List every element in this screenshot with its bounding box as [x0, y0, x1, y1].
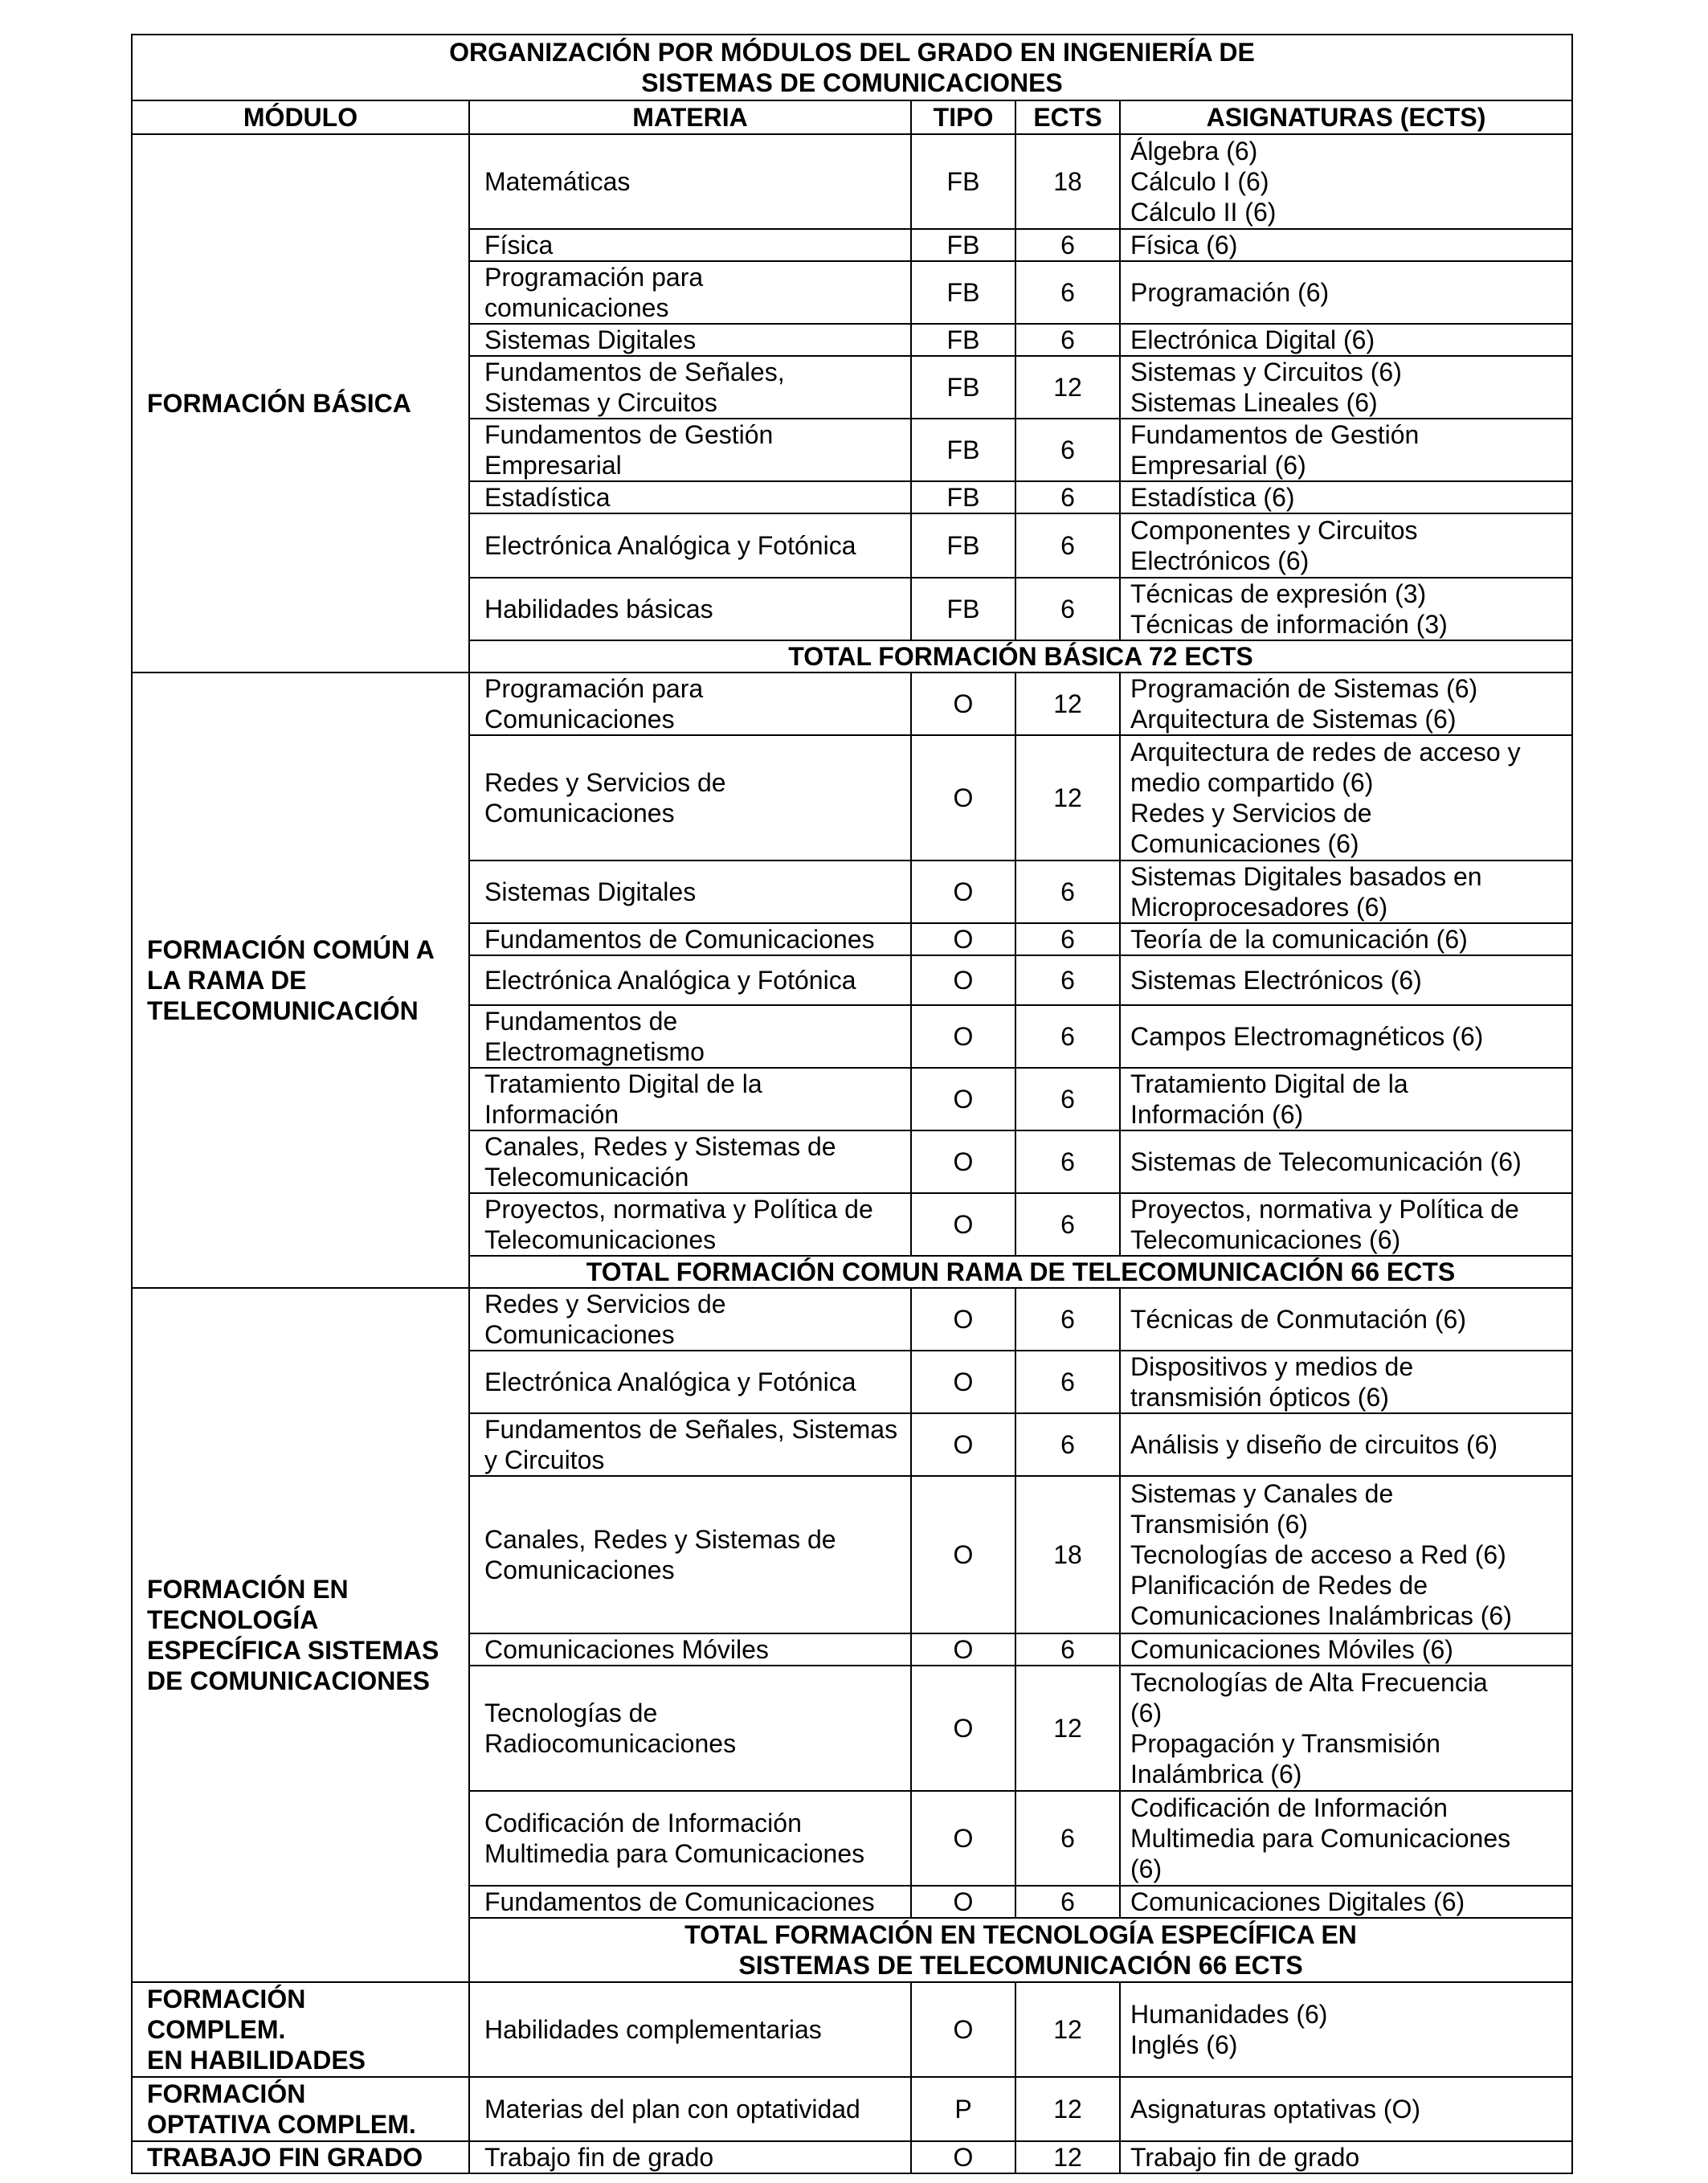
- materia-cell: [469, 134, 911, 229]
- tipo-cell: O: [911, 1130, 1015, 1193]
- tipo-cell: O: [911, 1193, 1015, 1256]
- materia-cell-line: Sistemas Digitales: [484, 325, 697, 354]
- materia-cell-line: Fundamentos de Comunicaciones: [484, 925, 875, 954]
- asignaturas-cell-line: Tratamiento Digital de la: [1130, 1069, 1408, 1098]
- table-row: [132, 1982, 1572, 2077]
- total-cell-line: TOTAL FORMACIÓN BÁSICA 72 ECTS: [788, 642, 1253, 671]
- asignaturas-cell-line: (6): [1130, 1854, 1163, 1883]
- module-name: [132, 1982, 469, 2077]
- ects-cell: 6: [1015, 1068, 1120, 1130]
- asignaturas-cell-line: Electrónica Digital (6): [1130, 325, 1375, 354]
- asignaturas-cell-line: Técnicas de expresión (3): [1130, 579, 1427, 608]
- asignaturas-cell-line: Telecomunicaciones (6): [1130, 1225, 1401, 1254]
- ects-cell: 18: [1015, 134, 1120, 229]
- asignaturas-cell-line: Sistemas y Circuitos (6): [1130, 358, 1402, 386]
- materia-cell: [469, 1005, 911, 1068]
- materia-cell: [469, 419, 911, 481]
- ects-cell: 6: [1015, 1633, 1120, 1666]
- materia-cell-line: Fundamentos de: [484, 1007, 678, 1036]
- asignaturas-cell-line: Empresarial (6): [1130, 451, 1306, 480]
- ects-cell: 6: [1015, 513, 1120, 578]
- asignaturas-cell: [1120, 1982, 1572, 2077]
- module-name-line: FORMACIÓN BÁSICA: [147, 389, 411, 418]
- materia-cell: [469, 513, 911, 578]
- module-name-line: FORMACIÓN: [147, 2079, 306, 2108]
- ects-cell: 12: [1015, 2077, 1120, 2141]
- materia-cell: [469, 1351, 911, 1413]
- materia-cell-line: Canales, Redes y Sistemas de: [484, 1132, 836, 1161]
- materia-cell-line: Habilidades complementarias: [484, 2015, 822, 2044]
- asignaturas-cell-line: Cálculo I (6): [1130, 167, 1269, 196]
- module-name-line: TELECOMUNICACIÓN: [147, 996, 419, 1025]
- ects-cell: 6: [1015, 481, 1120, 513]
- tipo-cell: O: [911, 1288, 1015, 1351]
- ects-cell: 12: [1015, 735, 1120, 861]
- total-cell-line: TOTAL FORMACIÓN EN TECNOLOGÍA ESPECÍFICA EN: [684, 1920, 1357, 1949]
- materia-cell-line: Fundamentos de Gestión: [484, 420, 774, 449]
- module-name-line: DE COMUNICACIONES: [147, 1666, 431, 1695]
- materia-cell-line: Sistemas Digitales: [484, 877, 697, 906]
- materia-cell: [469, 735, 911, 861]
- asignaturas-cell-line: Codificación de Información: [1130, 1793, 1448, 1822]
- table-body: [132, 134, 1572, 2173]
- module-name: [132, 134, 469, 672]
- asignaturas-cell: [1120, 1351, 1572, 1413]
- asignaturas-cell: [1120, 672, 1572, 735]
- asignaturas-cell-line: Álgebra (6): [1130, 137, 1258, 166]
- materia-cell-line: y Circuitos: [484, 1445, 605, 1474]
- asignaturas-cell: [1120, 1288, 1572, 1351]
- asignaturas-cell-line: Propagación y Transmisión: [1130, 1729, 1440, 1758]
- materia-cell-line: comunicaciones: [484, 293, 669, 322]
- materia-cell-line: Programación para: [484, 263, 704, 292]
- materia-cell-line: Fundamentos de Señales, Sistemas: [484, 1415, 898, 1444]
- asignaturas-cell: [1120, 1476, 1572, 1633]
- tipo-cell: FB: [911, 578, 1015, 640]
- materia-cell-line: Fundamentos de Señales,: [484, 358, 785, 386]
- asignaturas-cell: [1120, 513, 1572, 578]
- materia-cell-line: Tratamiento Digital de la: [484, 1069, 762, 1098]
- header-ects: ECTS: [1015, 100, 1120, 134]
- materia-cell-line: Codificación de Información: [484, 1809, 802, 1838]
- materia-cell: [469, 2077, 911, 2141]
- asignaturas-cell-line: Sistemas y Canales de: [1130, 1479, 1394, 1508]
- module-name-line: TECNOLOGÍA: [147, 1605, 319, 1634]
- tipo-cell: O: [911, 1666, 1015, 1791]
- asignaturas-cell-line: Humanidades (6): [1130, 2000, 1328, 2029]
- asignaturas-cell-line: Comunicaciones (6): [1130, 829, 1359, 858]
- materia-cell: [469, 481, 911, 513]
- tipo-cell: FB: [911, 134, 1015, 229]
- asignaturas-cell-line: Dispositivos y medios de: [1130, 1352, 1414, 1381]
- asignaturas-cell-line: Física (6): [1130, 231, 1238, 260]
- asignaturas-cell-line: Información (6): [1130, 1100, 1304, 1129]
- materia-cell-line: Comunicaciones Móviles: [484, 1635, 769, 1664]
- materia-cell-line: Electromagnetismo: [484, 1037, 705, 1066]
- tipo-cell: O: [911, 1068, 1015, 1130]
- asignaturas-cell-line: Campos Electromagnéticos (6): [1130, 1022, 1484, 1051]
- materia-cell: [469, 1193, 911, 1256]
- asignaturas-cell-line: medio compartido (6): [1130, 768, 1374, 797]
- asignaturas-cell-line: Teoría de la comunicación (6): [1130, 925, 1468, 954]
- asignaturas-cell-line: Sistemas Digitales basados en: [1130, 862, 1482, 891]
- module-name: [132, 1288, 469, 1982]
- materia-cell: [469, 578, 911, 640]
- header-modulo: MÓDULO: [132, 100, 469, 134]
- materia-cell-line: Tecnologías de: [484, 1699, 658, 1727]
- tipo-cell: FB: [911, 419, 1015, 481]
- materia-cell: [469, 1791, 911, 1886]
- asignaturas-cell-line: Multimedia para Comunicaciones: [1130, 1824, 1511, 1853]
- ects-cell: 6: [1015, 1886, 1120, 1918]
- asignaturas-cell: [1120, 1413, 1572, 1476]
- tipo-cell: O: [911, 861, 1015, 923]
- tipo-cell: O: [911, 1351, 1015, 1413]
- materia-cell: [469, 356, 911, 419]
- ects-cell: 6: [1015, 1791, 1120, 1886]
- tipo-cell: O: [911, 1791, 1015, 1886]
- asignaturas-cell: [1120, 261, 1572, 324]
- materia-cell: [469, 1666, 911, 1791]
- materia-cell-line: Matemáticas: [484, 167, 631, 196]
- asignaturas-cell-line: Comunicaciones Inalámbricas (6): [1130, 1601, 1512, 1630]
- header-tipo: TIPO: [911, 100, 1015, 134]
- materia-cell: [469, 1068, 911, 1130]
- materia-cell-line: Comunicaciones: [484, 799, 675, 828]
- asignaturas-cell-line: Programación (6): [1130, 278, 1330, 307]
- materia-cell-line: Empresarial: [484, 451, 622, 480]
- asignaturas-cell-line: Sistemas Lineales (6): [1130, 388, 1378, 417]
- materia-cell-line: Electrónica Analógica y Fotónica: [484, 1367, 856, 1396]
- ects-cell: 12: [1015, 672, 1120, 735]
- module-name-line: ESPECÍFICA SISTEMAS: [147, 1636, 439, 1665]
- total-cell-line: SISTEMAS DE TELECOMUNICACIÓN 66 ECTS: [738, 1951, 1303, 1980]
- materia-cell-line: Comunicaciones: [484, 1555, 675, 1584]
- tipo-cell: FB: [911, 324, 1015, 356]
- materia-cell-line: Física: [484, 231, 554, 260]
- materia-cell: [469, 1130, 911, 1193]
- tipo-cell: O: [911, 955, 1015, 1005]
- asignaturas-cell: [1120, 229, 1572, 261]
- asignaturas-cell: [1120, 923, 1572, 955]
- asignaturas-cell: [1120, 578, 1572, 640]
- asignaturas-cell-line: Sistemas de Telecomunicación (6): [1130, 1147, 1522, 1176]
- ects-cell: 12: [1015, 1666, 1120, 1791]
- asignaturas-cell-line: Asignaturas optativas (O): [1130, 2095, 1421, 2124]
- asignaturas-cell: [1120, 1633, 1572, 1666]
- asignaturas-cell-line: (6): [1130, 1699, 1163, 1727]
- materia-cell: [469, 1982, 911, 2077]
- table-row: [132, 2141, 1572, 2173]
- asignaturas-cell: [1120, 481, 1572, 513]
- tipo-cell: FB: [911, 481, 1015, 513]
- materia-cell-line: Trabajo fin de grado: [484, 2143, 714, 2172]
- asignaturas-cell-line: Microprocesadores (6): [1130, 893, 1388, 922]
- materia-cell-line: Sistemas y Circuitos: [484, 388, 717, 417]
- materia-cell-line: Telecomunicación: [484, 1163, 689, 1192]
- materia-cell-line: Fundamentos de Comunicaciones: [484, 1887, 875, 1916]
- asignaturas-cell-line: Comunicaciones Digitales (6): [1130, 1887, 1465, 1916]
- ects-cell: 12: [1015, 1982, 1120, 2077]
- asignaturas-cell-line: Cálculo II (6): [1130, 198, 1277, 227]
- module-name-line: FORMACIÓN EN: [147, 1575, 349, 1604]
- asignaturas-cell-line: Proyectos, normativa y Política de: [1130, 1195, 1519, 1224]
- tipo-cell: O: [911, 1413, 1015, 1476]
- tipo-cell: O: [911, 1886, 1015, 1918]
- asignaturas-cell-line: transmisión ópticos (6): [1130, 1383, 1389, 1412]
- asignaturas-cell-line: Planificación de Redes de: [1130, 1571, 1428, 1600]
- ects-cell: 6: [1015, 324, 1120, 356]
- asignaturas-cell: [1120, 1068, 1572, 1130]
- total-cell: [469, 640, 1572, 672]
- ects-cell: 6: [1015, 1351, 1120, 1413]
- module-name-line: LA RAMA DE: [147, 966, 307, 995]
- materia-cell-line: Programación para: [484, 674, 704, 703]
- materia-cell: [469, 1476, 911, 1633]
- table-title-line-2: SISTEMAS DE COMUNICACIONES: [641, 68, 1063, 97]
- asignaturas-cell: [1120, 134, 1572, 229]
- asignaturas-cell-line: Electrónicos (6): [1130, 546, 1310, 575]
- total-cell: [469, 1256, 1572, 1288]
- materia-cell: [469, 1288, 911, 1351]
- total-cell: [469, 1918, 1572, 1982]
- asignaturas-cell: [1120, 2077, 1572, 2141]
- asignaturas-cell: [1120, 735, 1572, 861]
- asignaturas-cell: [1120, 324, 1572, 356]
- materia-cell: [469, 955, 911, 1005]
- module-name-line: FORMACIÓN: [147, 1985, 306, 2013]
- module-name-line: OPTATIVA COMPLEM.: [147, 2110, 416, 2139]
- ects-cell: 6: [1015, 1193, 1120, 1256]
- header-materia: MATERIA: [469, 100, 911, 134]
- tipo-cell: O: [911, 672, 1015, 735]
- tipo-cell: O: [911, 2141, 1015, 2173]
- asignaturas-cell-line: Tecnologías de Alta Frecuencia: [1130, 1668, 1488, 1697]
- tipo-cell: FB: [911, 356, 1015, 419]
- ects-cell: 12: [1015, 2141, 1120, 2173]
- asignaturas-cell: [1120, 861, 1572, 923]
- asignaturas-cell: [1120, 356, 1572, 419]
- ects-cell: 6: [1015, 1288, 1120, 1351]
- asignaturas-cell-line: Arquitectura de redes de acceso y: [1130, 738, 1521, 767]
- materia-cell-line: Estadística: [484, 483, 611, 512]
- ects-cell: 18: [1015, 1476, 1120, 1633]
- asignaturas-cell-line: Redes y Servicios de: [1130, 799, 1372, 828]
- materia-cell: [469, 2141, 911, 2173]
- asignaturas-cell-line: Transmisión (6): [1130, 1510, 1309, 1539]
- materia-cell-line: Redes y Servicios de: [484, 1290, 726, 1318]
- materia-cell: [469, 261, 911, 324]
- asignaturas-cell: [1120, 1791, 1572, 1886]
- module-name: [132, 2077, 469, 2141]
- module-name-line: TRABAJO FIN GRADO: [147, 2143, 423, 2172]
- materia-cell-line: Electrónica Analógica y Fotónica: [484, 966, 856, 995]
- asignaturas-cell-line: Comunicaciones Móviles (6): [1130, 1635, 1453, 1664]
- tipo-cell: FB: [911, 261, 1015, 324]
- module-name-line: COMPLEM.: [147, 2015, 286, 2044]
- materia-cell-line: Materias del plan con optatividad: [484, 2095, 860, 2124]
- materia-cell-line: Información: [484, 1100, 619, 1129]
- header-row: [132, 100, 1572, 134]
- tipo-cell: O: [911, 1633, 1015, 1666]
- ects-cell: 6: [1015, 955, 1120, 1005]
- materia-cell: [469, 861, 911, 923]
- asignaturas-cell-line: Sistemas Electrónicos (6): [1130, 966, 1422, 995]
- asignaturas-cell-line: Análisis y diseño de circuitos (6): [1130, 1430, 1498, 1459]
- materia-cell: [469, 1633, 911, 1666]
- materia-cell-line: Radiocomunicaciones: [484, 1729, 737, 1758]
- asignaturas-cell-line: Tecnologías de acceso a Red (6): [1130, 1540, 1506, 1569]
- materia-cell-line: Telecomunicaciones: [484, 1225, 717, 1254]
- tipo-cell: O: [911, 923, 1015, 955]
- table-title: [132, 35, 1572, 100]
- ects-cell: 6: [1015, 419, 1120, 481]
- ects-cell: 6: [1015, 1005, 1120, 1068]
- materia-cell-line: Comunicaciones: [484, 705, 675, 734]
- asignaturas-cell-line: Programación de Sistemas (6): [1130, 674, 1478, 703]
- asignaturas-cell-line: Componentes y Circuitos: [1130, 516, 1418, 545]
- table-row: [132, 2077, 1572, 2141]
- module-name-line: EN HABILIDADES: [147, 2046, 366, 2075]
- materia-cell-line: Proyectos, normativa y Política de: [484, 1195, 873, 1224]
- module-name-line: FORMACIÓN COMÚN A: [147, 935, 435, 964]
- ects-cell: 6: [1015, 923, 1120, 955]
- asignaturas-cell: [1120, 1130, 1572, 1193]
- materia-cell: [469, 1413, 911, 1476]
- materia-cell: [469, 324, 911, 356]
- asignaturas-cell-line: Estadística (6): [1130, 483, 1295, 512]
- materia-cell-line: Habilidades básicas: [484, 595, 713, 623]
- materia-cell-line: Electrónica Analógica y Fotónica: [484, 531, 856, 560]
- tipo-cell: FB: [911, 229, 1015, 261]
- table-row: [132, 1288, 1572, 1351]
- asignaturas-cell: [1120, 1886, 1572, 1918]
- table-title-line-1: ORGANIZACIÓN POR MÓDULOS DEL GRADO EN INGENIERÍA DE: [449, 38, 1255, 67]
- header-asignaturas: ASIGNATURAS (ECTS): [1120, 100, 1572, 134]
- total-cell-line: TOTAL FORMACIÓN COMUN RAMA DE TELECOMUNICACIÓN 66 ECTS: [586, 1257, 1456, 1286]
- materia-cell-line: Multimedia para Comunicaciones: [484, 1839, 865, 1868]
- module-name: [132, 2141, 469, 2173]
- asignaturas-cell: [1120, 419, 1572, 481]
- asignaturas-cell-line: Técnicas de información (3): [1130, 610, 1448, 639]
- table-row: [132, 672, 1572, 735]
- asignaturas-cell-line: Arquitectura de Sistemas (6): [1130, 705, 1457, 734]
- table-row: [132, 134, 1572, 229]
- asignaturas-cell: [1120, 1005, 1572, 1068]
- asignaturas-cell: [1120, 2141, 1572, 2173]
- module-name: [132, 672, 469, 1288]
- materia-cell: [469, 672, 911, 735]
- modules-table: [131, 34, 1573, 2174]
- ects-cell: 6: [1015, 1413, 1120, 1476]
- materia-cell-line: Redes y Servicios de: [484, 768, 726, 797]
- ects-cell: 12: [1015, 356, 1120, 419]
- tipo-cell: O: [911, 1005, 1015, 1068]
- tipo-cell: P: [911, 2077, 1015, 2141]
- asignaturas-cell-line: Inalámbrica (6): [1130, 1760, 1302, 1789]
- materia-cell-line: Canales, Redes y Sistemas de: [484, 1525, 836, 1554]
- asignaturas-cell: [1120, 1193, 1572, 1256]
- tipo-cell: O: [911, 1476, 1015, 1633]
- asignaturas-cell-line: Trabajo fin de grado: [1130, 2143, 1360, 2172]
- ects-cell: 6: [1015, 1130, 1120, 1193]
- asignaturas-cell: [1120, 1666, 1572, 1791]
- materia-cell: [469, 1886, 911, 1918]
- tipo-cell: O: [911, 735, 1015, 861]
- ects-cell: 6: [1015, 578, 1120, 640]
- asignaturas-cell-line: Inglés (6): [1130, 2030, 1238, 2059]
- materia-cell: [469, 229, 911, 261]
- materia-cell-line: Comunicaciones: [484, 1320, 675, 1349]
- tipo-cell: FB: [911, 513, 1015, 578]
- ects-cell: 6: [1015, 861, 1120, 923]
- materia-cell: [469, 923, 911, 955]
- ects-cell: 6: [1015, 261, 1120, 324]
- tipo-cell: O: [911, 1982, 1015, 2077]
- asignaturas-cell-line: Técnicas de Conmutación (6): [1130, 1305, 1466, 1334]
- asignaturas-cell: [1120, 955, 1572, 1005]
- asignaturas-cell-line: Fundamentos de Gestión: [1130, 420, 1420, 449]
- ects-cell: 6: [1015, 229, 1120, 261]
